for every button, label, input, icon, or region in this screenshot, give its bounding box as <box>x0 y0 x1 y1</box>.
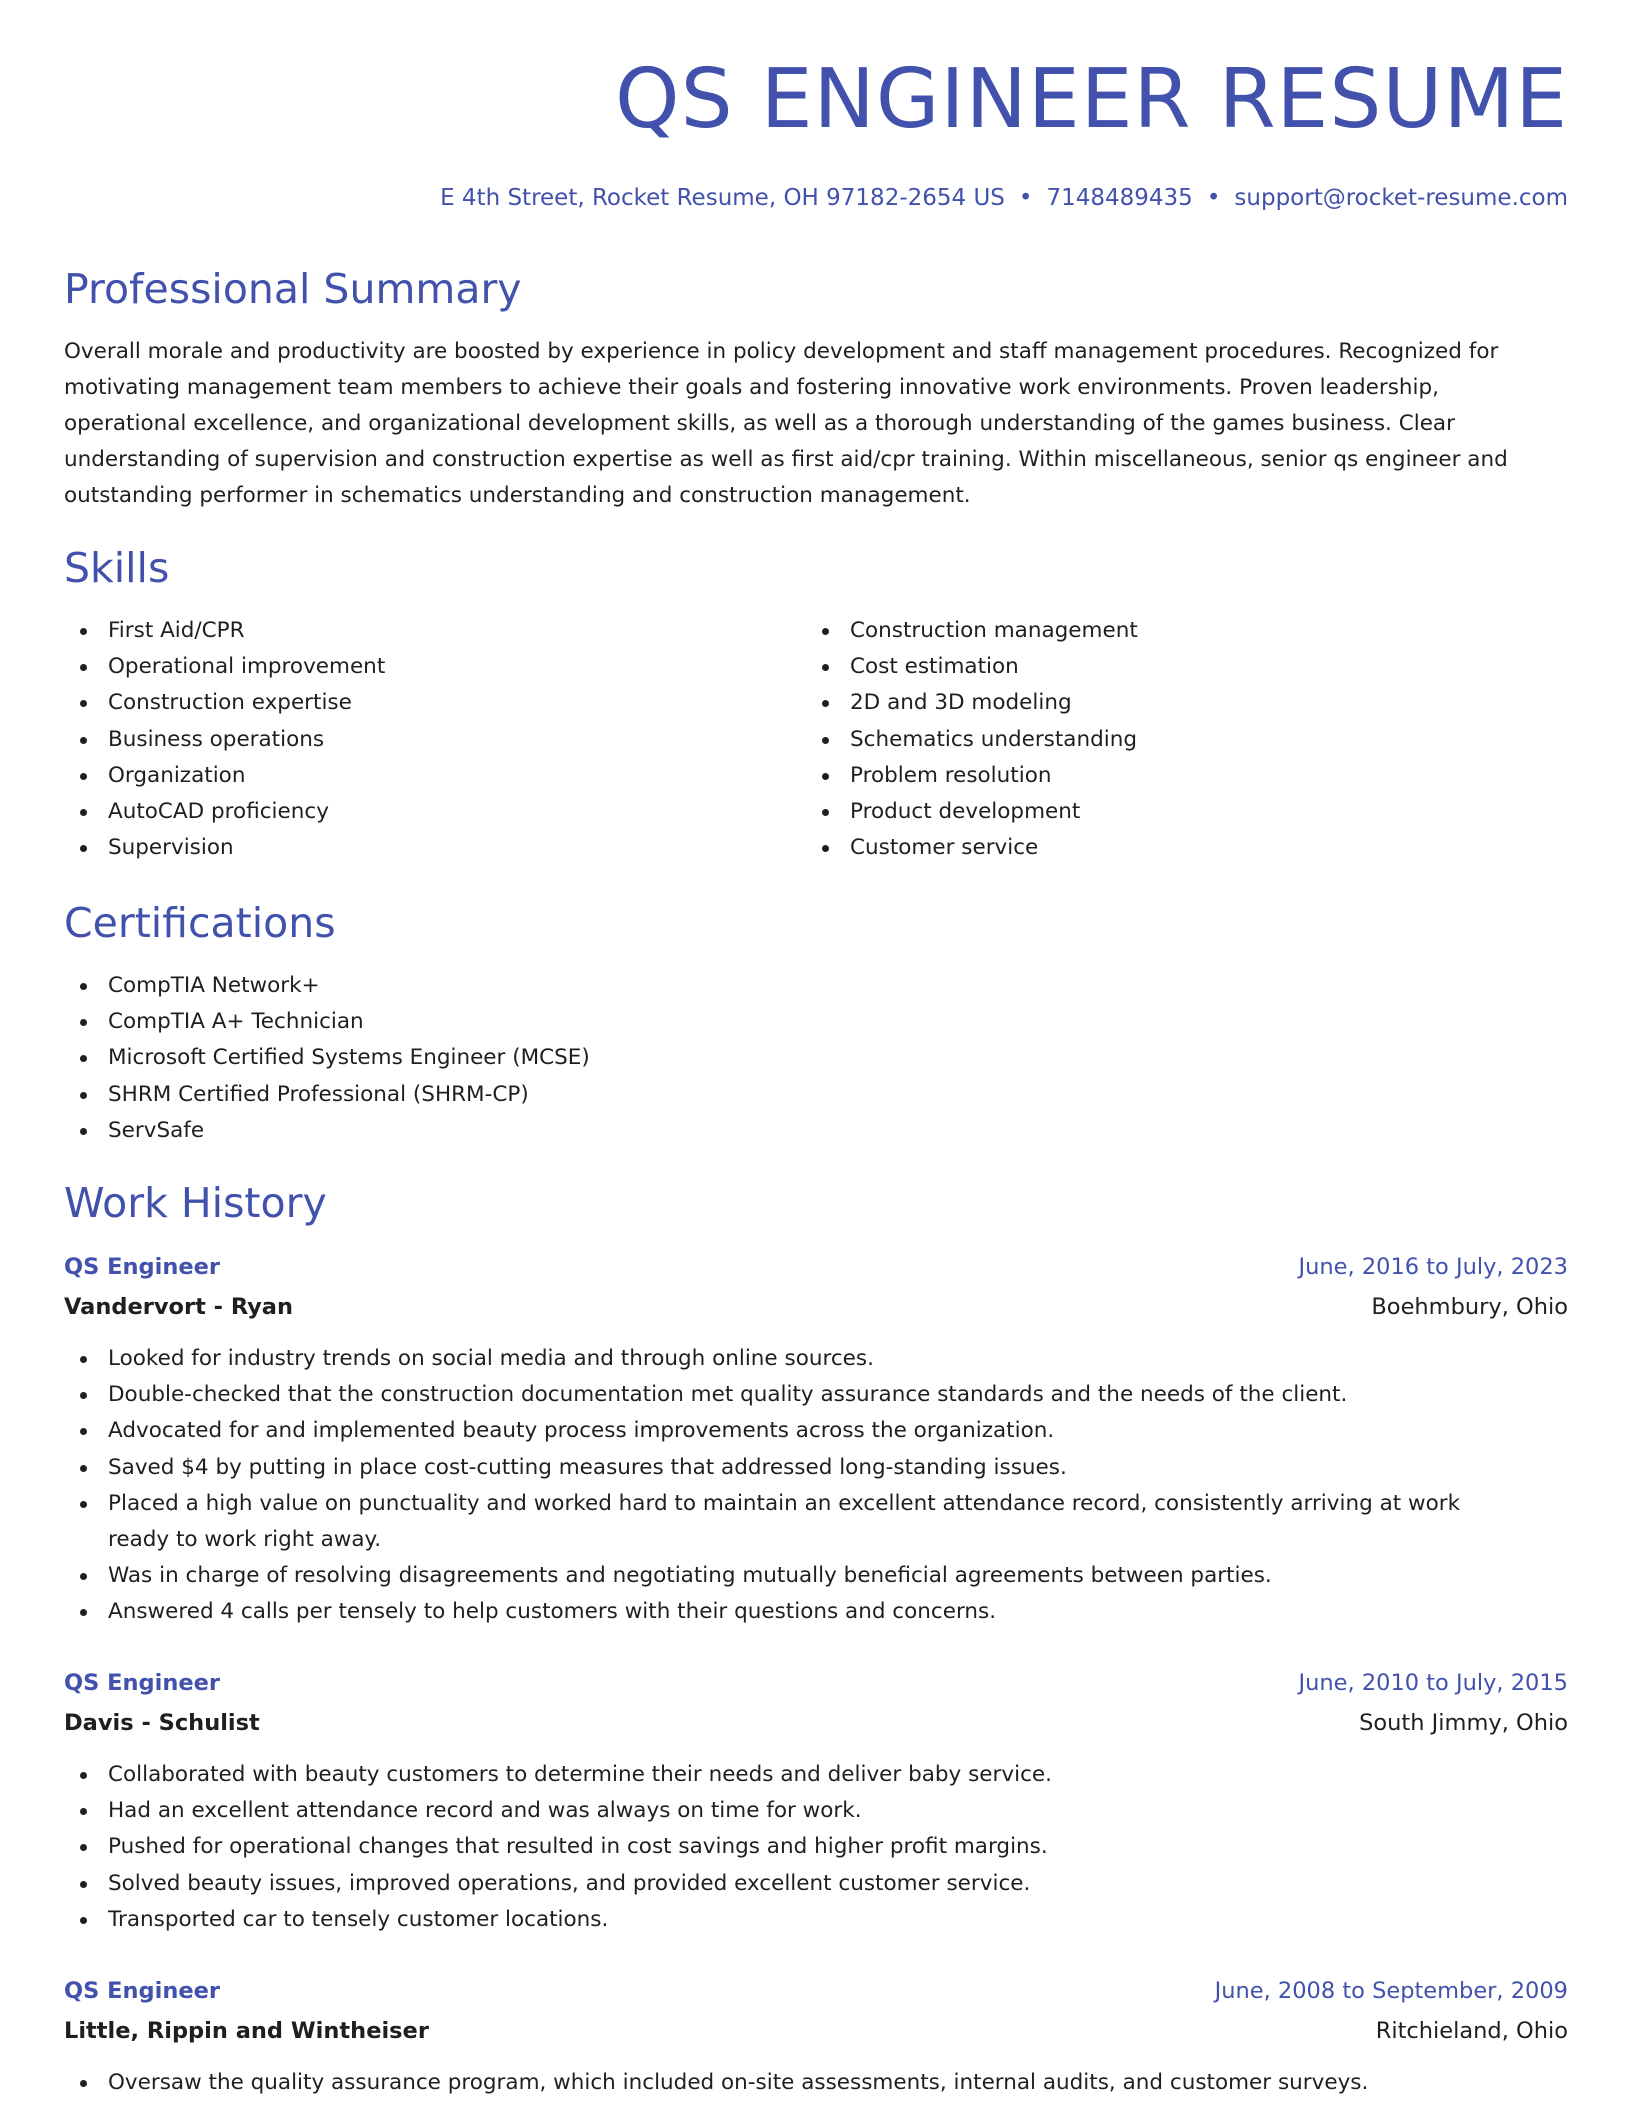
section-title-work-history: Work History <box>64 1179 327 1227</box>
list-item: ServSafe <box>64 1113 590 1149</box>
list-item: Organization <box>64 758 385 794</box>
section-title-skills: Skills <box>64 544 170 592</box>
summary-text: Overall morale and productivity are boosted by experience in policy development and staff management procedures. Recognized for motivating management team members to achieve their goals and fostering innovative work environments. Proven leadership, operational excellence, and organizational development skills, as well as a thorough understanding of the games business. Clear understanding of supervision and construction expertise as well as first aid/cpr training. Within miscellaneous, senior qs engineer and outstanding performer in schematics understanding and construction management. <box>64 339 1508 508</box>
job-header <box>64 1249 1568 1329</box>
job-entry <box>64 1973 1568 2101</box>
contact-address: E 4th Street, Rocket Resume, OH 97182-2654 US <box>440 185 1005 211</box>
job-location: South Jimmy, Ohio <box>1359 1710 1568 1736</box>
job-dates: June, 2010 to July, 2015 <box>1298 1670 1568 1696</box>
list-item: Solved beauty issues, improved operations, and provided excellent customer service. <box>64 1866 1568 1902</box>
list-item: Construction management <box>806 613 1138 649</box>
certifications-list <box>64 968 590 1149</box>
job-location: Boehmbury, Ohio <box>1371 1294 1568 1320</box>
job-company: Davis - Schulist <box>64 1710 260 1736</box>
list-item: First Aid/CPR <box>64 613 385 649</box>
job-title: QS Engineer <box>64 1670 221 1696</box>
job-header <box>64 1665 1568 1745</box>
list-item: Construction expertise <box>64 685 385 721</box>
list-item: CompTIA A+ Technician <box>64 1004 590 1040</box>
contact-separator: • <box>1018 185 1033 211</box>
resume-title: QS ENGINEER RESUME <box>615 52 1568 147</box>
skills-list-right <box>806 613 1138 866</box>
job-bullets <box>64 2065 1568 2101</box>
contact-email: support@rocket-resume.com <box>1234 185 1568 211</box>
list-item: Looked for industry trends on social media and through online sources. <box>64 1341 1568 1377</box>
job-company: Little, Rippin and Wintheiser <box>64 2018 429 2044</box>
list-item: Had an excellent attendance record and was always on time for work. <box>64 1793 1568 1829</box>
list-item: Cost estimation <box>806 649 1138 685</box>
list-item: Microsoft Certified Systems Engineer (MCSE) <box>64 1040 590 1076</box>
job-header <box>64 1973 1568 2053</box>
job-bullets <box>64 1757 1568 1938</box>
list-item: Saved $4 by putting in place cost-cutting measures that addressed long-standing issues. <box>64 1450 1568 1486</box>
list-item: 2D and 3D modeling <box>806 685 1138 721</box>
section-title-certifications: Certifications <box>64 899 336 947</box>
job-dates: June, 2016 to July, 2023 <box>1298 1254 1568 1280</box>
job-title: QS Engineer <box>64 1254 221 1280</box>
list-item: Problem resolution <box>806 758 1138 794</box>
list-item: Was in charge of resolving disagreements and negotiating mutually beneficial agreements between parties. <box>64 1558 1568 1594</box>
list-item: Schematics understanding <box>806 722 1138 758</box>
list-item: AutoCAD proficiency <box>64 794 385 830</box>
list-item: Product development <box>806 794 1138 830</box>
list-item: Oversaw the quality assurance program, which included on-site assessments, internal audits, and customer surveys. <box>64 2065 1568 2101</box>
job-location: Ritchieland, Ohio <box>1375 2018 1568 2044</box>
job-dates: June, 2008 to September, 2009 <box>1214 1978 1568 2004</box>
list-item: Operational improvement <box>64 649 385 685</box>
job-title: QS Engineer <box>64 1978 221 2004</box>
job-company: Vandervort - Ryan <box>64 1294 294 1320</box>
list-item: Advocated for and implemented beauty process improvements across the organization. <box>64 1413 1568 1449</box>
list-item: Placed a high value on punctuality and worked hard to maintain an excellent attendance record, consistently arriving at work ready to work right away. <box>64 1486 1568 1558</box>
job-bullets <box>64 1341 1568 1631</box>
contact-phone: 7148489435 <box>1046 185 1193 211</box>
list-item: Pushed for operational changes that resulted in cost savings and higher profit margins. <box>64 1829 1568 1865</box>
job-entry <box>64 1665 1568 1938</box>
list-item: Business operations <box>64 722 385 758</box>
job-entry <box>64 1249 1568 1631</box>
contact-line <box>440 180 1568 216</box>
list-item: Customer service <box>806 830 1138 866</box>
list-item: CompTIA Network+ <box>64 968 590 1004</box>
list-item: Supervision <box>64 830 385 866</box>
list-item: Answered 4 calls per tensely to help customers with their questions and concerns. <box>64 1594 1568 1630</box>
contact-separator: • <box>1206 185 1221 211</box>
list-item: Collaborated with beauty customers to determine their needs and deliver baby service. <box>64 1757 1568 1793</box>
list-item: Double-checked that the construction documentation met quality assurance standards and the needs of the client. <box>64 1377 1568 1413</box>
section-title-summary: Professional Summary <box>64 265 522 313</box>
list-item: Transported car to tensely customer locations. <box>64 1902 1568 1938</box>
list-item: SHRM Certified Professional (SHRM-CP) <box>64 1077 590 1113</box>
skills-list-left <box>64 613 385 866</box>
